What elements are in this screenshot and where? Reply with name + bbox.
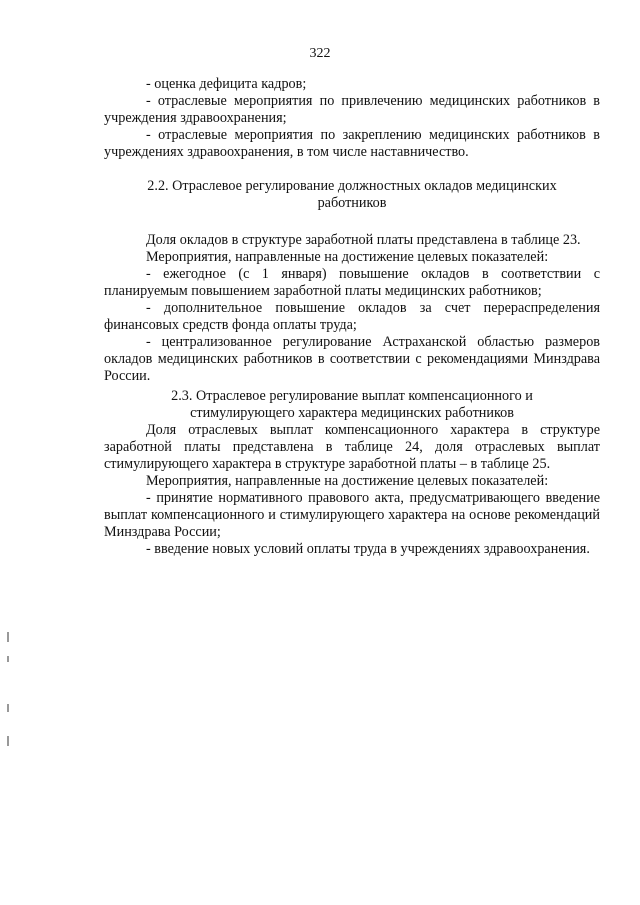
paragraph: Мероприятия, направленные на достижение целевых показателей:	[146, 249, 549, 265]
list-item: - введение новых условий оплаты труда в учреждениях здравоохранения.	[146, 541, 590, 557]
page-number: 322	[309, 46, 331, 61]
list-item: - централизованное регулирование Астраханской областью размеров окладов медицинских работников в соответствии с рекомендациями Минздрава России.	[104, 334, 600, 384]
section-heading: 2.2. Отраслевое регулирование должностных окладов медицинских работников	[147, 178, 557, 211]
list-item: - ежегодное (с 1 января) повышение окладов в соответствии с планируемым повышением заработной платы медицинских работников;	[104, 266, 600, 299]
paragraph: Доля окладов в структуре заработной платы представлена в таблице 23.	[146, 232, 581, 248]
list-item: - принятие нормативного правового акта, предусматривающего введение выплат компенсационного и стимулирующего характера на основе рекомендаций Минздрава России;	[104, 490, 600, 540]
document-body	[104, 76, 600, 558]
list-item: - отраслевые мероприятия по привлечению медицинских работников в учреждения здравоохранения;	[104, 93, 600, 126]
section-heading: 2.3. Отраслевое регулирование выплат компенсационного и стимулирующего характера медицинских работников	[171, 388, 533, 421]
paragraph: Доля отраслевых выплат компенсационного характера в структуре заработной платы представлена в таблице 24, доля отраслевых выплат стимулирующего характера в структуре заработной платы – в таблице 25.	[104, 422, 600, 472]
paragraph: Мероприятия, направленные на достижение целевых показателей:	[146, 473, 549, 489]
list-item: - отраслевые мероприятия по закреплению медицинских работников в учреждениях здравоохранения, в том числе наставничество.	[104, 127, 600, 160]
list-item: - оценка дефицита кадров;	[146, 76, 307, 92]
list-item: - дополнительное повышение окладов за счет перераспределения финансовых средств фонда оплаты труда;	[104, 300, 600, 333]
